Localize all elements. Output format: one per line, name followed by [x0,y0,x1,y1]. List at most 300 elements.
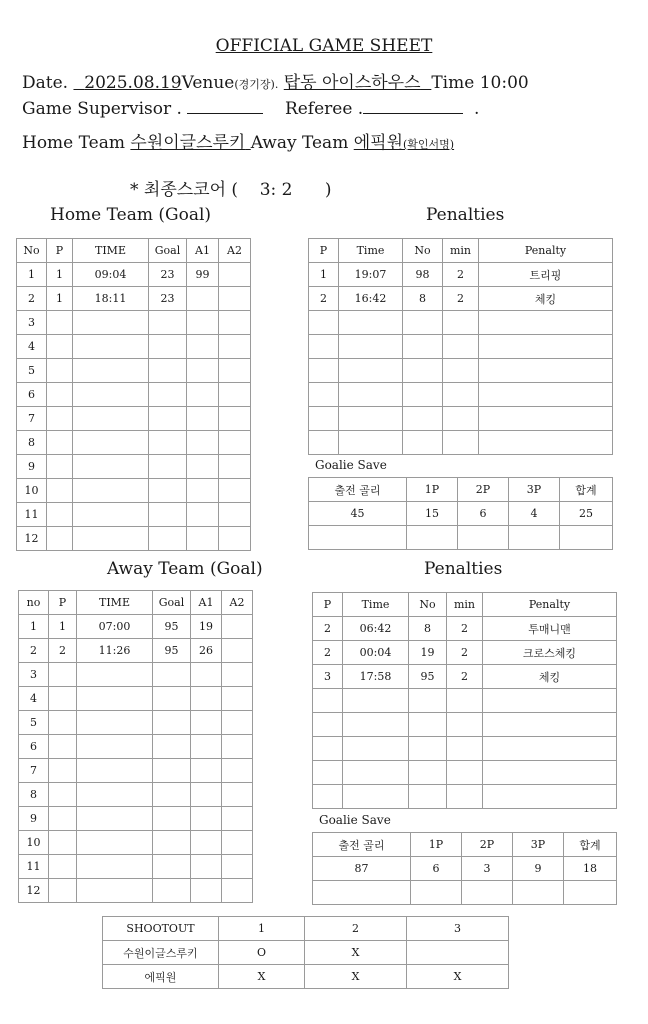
away-goalie-header-row [313,833,617,857]
away-goal-cell[interactable] [191,759,222,783]
home-goal-cell[interactable]: 6 [17,383,47,407]
away-goal-row [19,663,253,687]
home-goal-cell[interactable] [219,335,251,359]
home-goal-cell[interactable] [219,359,251,383]
home-goal-cell[interactable] [73,359,149,383]
home-penalty-cell[interactable] [339,431,403,455]
home-goal-cell[interactable] [73,311,149,335]
away-goal-cell[interactable] [191,783,222,807]
away-goalie-cell[interactable]: 6 [411,857,462,881]
home-penalty-cell[interactable] [403,335,443,359]
away-goal-cell[interactable] [49,855,77,879]
home-goal-cell[interactable]: 3 [17,311,47,335]
away-goal-cell[interactable]: 26 [191,639,222,663]
away-goal-cell[interactable] [77,783,153,807]
shootout-cell[interactable]: O [219,941,305,965]
away-penalty-cell[interactable] [447,713,483,737]
away-goal-cell[interactable]: 19 [191,615,222,639]
away-penalty-cell[interactable]: 95 [409,665,447,689]
away-goal-cell[interactable] [153,855,191,879]
home-goal-cell[interactable] [187,287,219,311]
home-goal-cell[interactable] [187,503,219,527]
away-penalty-cell[interactable]: 06:42 [343,617,409,641]
home-goal-cell[interactable] [149,479,187,503]
home-goal-cell[interactable] [149,383,187,407]
away-penalty-cell[interactable]: 2 [313,641,343,665]
home-penalty-cell[interactable] [403,311,443,335]
home-goal-cell[interactable] [149,335,187,359]
away-goal-cell[interactable]: 4 [19,687,49,711]
home-penalty-cell[interactable] [339,359,403,383]
home-penalty-cell[interactable]: 2 [309,287,339,311]
shootout-cell[interactable]: X [305,941,407,965]
home-goal-cell[interactable]: 7 [17,407,47,431]
away-goal-cell[interactable]: 3 [19,663,49,687]
away-goalie-cell[interactable] [462,881,513,905]
away-goal-cell[interactable]: 95 [153,615,191,639]
home-penalty-cell[interactable] [309,335,339,359]
away-penalty-cell[interactable]: 2 [447,641,483,665]
away-goal-cell[interactable]: 07:00 [77,615,153,639]
home-goal-cell[interactable] [187,455,219,479]
shootout-row [103,965,509,989]
away-goalie-cell[interactable]: 87 [313,857,411,881]
home-penalty-cell[interactable] [443,311,479,335]
away-goal-cell[interactable] [49,831,77,855]
away-penalty-row [313,761,617,785]
away-goalie-cell[interactable] [411,881,462,905]
away-goal-cell[interactable] [153,783,191,807]
home-goal-cell[interactable] [73,407,149,431]
home-penalty-cell[interactable] [309,311,339,335]
home-goal-cell[interactable] [73,455,149,479]
away-goalie-cell[interactable] [513,881,564,905]
away-goal-cell[interactable] [222,807,253,831]
away-goal-cell[interactable]: 1 [49,615,77,639]
away-goal-cell[interactable] [222,879,253,903]
away-penalty-cell[interactable] [343,737,409,761]
away-goal-cell[interactable] [222,711,253,735]
home-goalie-row [309,526,613,550]
away-goal-cell[interactable] [153,663,191,687]
away-penalty-cell[interactable] [343,713,409,737]
away-penalty-row [313,785,617,809]
away-goal-cell[interactable] [153,735,191,759]
home-goalie-cell[interactable]: 25 [560,502,613,526]
away-goal-row [19,711,253,735]
home-goalie-row [309,502,613,526]
away-goal-cell[interactable] [49,759,77,783]
away-goal-cell[interactable]: 5 [19,711,49,735]
away-goal-cell[interactable] [191,687,222,711]
away-penalty-cell[interactable]: 2 [447,617,483,641]
home-penalty-cell[interactable]: 2 [443,287,479,311]
home-goal-cell[interactable] [149,407,187,431]
home-goal-cell[interactable]: 18:11 [73,287,149,311]
home-goal-cell[interactable]: 9 [17,455,47,479]
away-goal-cell[interactable] [77,663,153,687]
away-goal-cell[interactable] [153,879,191,903]
home-penalty-cell[interactable] [479,383,613,407]
away-goal-row [19,783,253,807]
home-goal-cell[interactable]: 1 [47,287,73,311]
away-penalty-cell[interactable] [447,761,483,785]
away-goal-cell[interactable]: 11 [19,855,49,879]
shootout-cell[interactable]: X [407,965,509,989]
away-penalty-header-cell: No [409,593,447,617]
away-goal-cell[interactable] [222,663,253,687]
away-goal-cell[interactable] [153,759,191,783]
away-penalty-cell[interactable] [409,689,447,713]
away-goal-cell[interactable] [191,831,222,855]
home-goal-cell[interactable] [219,527,251,551]
home-goal-cell[interactable] [187,383,219,407]
away-penalty-cell[interactable] [313,761,343,785]
home-goal-cell[interactable] [219,407,251,431]
away-goal-cell[interactable]: 10 [19,831,49,855]
away-goal-cell[interactable] [222,615,253,639]
away-penalty-cell[interactable] [483,689,617,713]
away-penalty-cell[interactable] [409,761,447,785]
away-goal-header-cell: A1 [191,591,222,615]
away-goal-cell[interactable]: 7 [19,759,49,783]
home-goalie-cell[interactable]: 45 [309,502,407,526]
away-goal-cell[interactable] [153,711,191,735]
away-goal-cell[interactable] [77,711,153,735]
home-goal-cell[interactable]: 1 [47,263,73,287]
away-penalties-title: Penalties [424,559,503,579]
home-penalty-header-cell: No [403,239,443,263]
home-goal-cell[interactable] [47,407,73,431]
referee-field[interactable] [363,98,463,114]
home-goal-cell[interactable] [219,311,251,335]
away-goal-cell[interactable]: 8 [19,783,49,807]
home-goal-cell[interactable]: 09:04 [73,263,149,287]
away-penalty-cell[interactable] [343,689,409,713]
away-penalty-cell[interactable] [483,761,617,785]
away-goal-cell[interactable] [191,711,222,735]
home-goal-cell[interactable] [219,287,251,311]
away-penalty-cell[interactable]: 3 [313,665,343,689]
home-penalty-cell[interactable] [309,359,339,383]
away-penalty-cell[interactable] [313,713,343,737]
away-goal-cell[interactable]: 9 [19,807,49,831]
away-goalie-cell[interactable] [313,881,411,905]
home-penalty-cell[interactable] [403,383,443,407]
home-goal-cell[interactable]: 23 [149,287,187,311]
home-goal-header-row [17,239,251,263]
away-penalty-cell[interactable]: 17:58 [343,665,409,689]
away-goal-cell[interactable] [77,735,153,759]
away-goalie-cell[interactable]: 3 [462,857,513,881]
date-label: Date. [22,73,69,93]
away-goal-cell[interactable] [222,855,253,879]
home-penalties-table [308,238,613,455]
home-goal-cell[interactable] [47,311,73,335]
away-goal-row [19,807,253,831]
away-goal-cell[interactable] [49,807,77,831]
final-score-label: * 최종스코어 ( [130,180,239,200]
away-penalty-cell[interactable] [313,785,343,809]
home-goal-cell[interactable]: 5 [17,359,47,383]
home-goal-cell[interactable]: 11 [17,503,47,527]
home-goal-cell[interactable] [73,431,149,455]
home-penalty-cell[interactable] [339,407,403,431]
home-goals-table [16,238,251,551]
away-goal-cell[interactable] [49,879,77,903]
away-goal-cell[interactable] [222,783,253,807]
away-penalty-cell[interactable] [343,761,409,785]
home-goal-row [17,383,251,407]
away-goalie-cell[interactable] [564,881,617,905]
home-goal-cell[interactable] [47,527,73,551]
venue-label: Venue [181,73,235,93]
away-goal-cell[interactable] [191,855,222,879]
away-penalty-cell[interactable]: 00:04 [343,641,409,665]
away-goal-cell[interactable] [49,783,77,807]
away-penalty-row [313,737,617,761]
venue-suffix: (경기장). [234,78,279,91]
away-goal-cell[interactable] [222,831,253,855]
home-goal-cell[interactable] [47,503,73,527]
home-goal-cell[interactable]: 4 [17,335,47,359]
away-goalie-row [313,857,617,881]
home-goal-cell[interactable]: 23 [149,263,187,287]
away-goal-cell[interactable] [49,711,77,735]
home-goal-cell[interactable] [149,455,187,479]
away-goal-cell[interactable] [77,759,153,783]
home-goal-row [17,479,251,503]
home-goal-cell[interactable] [73,479,149,503]
home-goal-cell[interactable] [219,383,251,407]
away-goal-cell[interactable] [191,807,222,831]
home-penalty-cell[interactable] [443,383,479,407]
home-goal-cell[interactable] [187,479,219,503]
home-goal-cell[interactable] [187,407,219,431]
away-penalty-cell[interactable]: 19 [409,641,447,665]
home-penalty-cell[interactable]: 트리핑 [479,263,613,287]
home-goalie-cell[interactable]: 6 [458,502,509,526]
away-goal-row [19,639,253,663]
home-penalty-cell[interactable] [403,431,443,455]
shootout-cell[interactable]: X [219,965,305,989]
away-penalty-cell[interactable]: 투매니맨 [483,617,617,641]
away-goal-cell[interactable] [49,735,77,759]
sheet-title: OFFICIAL GAME SHEET [215,36,433,56]
away-goal-cell[interactable]: 6 [19,735,49,759]
away-goal-cell[interactable] [77,807,153,831]
home-penalty-cell[interactable] [339,383,403,407]
home-penalty-cell[interactable] [479,311,613,335]
home-goal-header-cell: A1 [187,239,219,263]
away-penalty-cell[interactable] [483,737,617,761]
away-goal-cell[interactable] [49,663,77,687]
shootout-cell[interactable]: X [305,965,407,989]
home-penalty-cell[interactable] [479,359,613,383]
home-goalie-cell[interactable]: 4 [509,502,560,526]
away-goal-cell[interactable] [77,687,153,711]
home-goal-cell[interactable] [187,335,219,359]
home-penalty-cell[interactable] [339,311,403,335]
home-goal-cell[interactable] [47,455,73,479]
away-goal-header-row [19,591,253,615]
away-goal-cell[interactable] [222,759,253,783]
home-goalie-save-label: Goalie Save [315,458,387,472]
home-goalie-cell[interactable]: 15 [407,502,458,526]
home-penalty-cell[interactable]: 1 [309,263,339,287]
home-penalty-cell[interactable]: 98 [403,263,443,287]
away-penalty-cell[interactable]: 2 [313,617,343,641]
away-penalty-cell[interactable]: 크로스체킹 [483,641,617,665]
home-goal-cell[interactable]: 99 [187,263,219,287]
home-team-label: Home Team [22,133,125,153]
home-penalty-cell[interactable]: 2 [443,263,479,287]
away-goalie-cell[interactable]: 18 [564,857,617,881]
away-penalty-cell[interactable] [313,737,343,761]
away-penalty-cell[interactable] [483,713,617,737]
home-goal-cell[interactable] [187,311,219,335]
away-penalty-cell[interactable] [343,785,409,809]
home-penalty-cell[interactable]: 16:42 [339,287,403,311]
home-penalty-cell[interactable]: 체킹 [479,287,613,311]
home-penalty-cell[interactable] [309,407,339,431]
away-penalty-cell[interactable]: 2 [447,665,483,689]
away-goal-cell[interactable] [153,687,191,711]
home-goal-cell[interactable] [73,383,149,407]
home-penalty-cell[interactable] [309,431,339,455]
away-goal-row [19,615,253,639]
away-goal-cell[interactable]: 1 [19,615,49,639]
away-goalie-header-cell: 3P [513,833,564,857]
away-goal-cell[interactable]: 95 [153,639,191,663]
home-goal-cell[interactable]: 8 [17,431,47,455]
away-penalty-cell[interactable]: 체킹 [483,665,617,689]
away-goal-cell[interactable] [153,807,191,831]
home-goalie-cell[interactable] [560,526,613,550]
home-penalty-cell[interactable] [443,431,479,455]
away-penalty-cell[interactable] [447,737,483,761]
away-goal-cell[interactable] [222,687,253,711]
home-goalie-cell[interactable] [458,526,509,550]
home-goal-header-cell: A2 [219,239,251,263]
away-goal-cell[interactable] [77,855,153,879]
away-penalty-cell[interactable] [409,785,447,809]
home-penalty-cell[interactable]: 19:07 [339,263,403,287]
home-goal-cell[interactable] [47,431,73,455]
home-goalie-cell[interactable] [407,526,458,550]
home-penalty-cell[interactable] [479,431,613,455]
home-goal-cell[interactable]: 10 [17,479,47,503]
home-goal-cell[interactable] [187,431,219,455]
home-goal-cell[interactable] [73,503,149,527]
home-goal-cell[interactable] [219,455,251,479]
home-penalty-row [309,407,613,431]
home-goal-cell[interactable]: 2 [17,287,47,311]
home-goal-cell[interactable] [219,479,251,503]
home-goal-cell[interactable] [47,359,73,383]
home-penalty-cell[interactable] [339,335,403,359]
trailing-dot: . [474,99,480,119]
away-penalty-cell[interactable] [313,689,343,713]
away-goal-cell[interactable] [222,735,253,759]
away-goal-cell[interactable] [222,639,253,663]
supervisor-field[interactable] [187,98,263,114]
shootout-cell[interactable]: 수원이글스루키 [103,941,219,965]
home-goal-cell[interactable] [73,335,149,359]
home-goal-cell[interactable]: 1 [17,263,47,287]
home-goal-cell[interactable] [219,431,251,455]
home-goalie-cell[interactable] [309,526,407,550]
home-goal-cell[interactable]: 12 [17,527,47,551]
home-goal-cell[interactable] [47,335,73,359]
away-penalty-cell[interactable]: 8 [409,617,447,641]
away-team-label: Away Team [250,133,349,153]
home-goal-cell[interactable] [149,527,187,551]
home-goal-cell[interactable] [219,503,251,527]
home-penalty-cell[interactable]: 8 [403,287,443,311]
home-goal-cell[interactable] [219,263,251,287]
away-penalty-row [313,617,617,641]
home-goal-cell[interactable] [149,431,187,455]
away-penalty-cell[interactable] [409,737,447,761]
home-penalty-cell[interactable] [479,335,613,359]
away-penalty-cell[interactable] [447,785,483,809]
home-penalty-row [309,287,613,311]
home-goal-cell[interactable] [149,503,187,527]
home-goalie-cell[interactable] [509,526,560,550]
away-penalty-cell[interactable] [447,689,483,713]
away-goal-cell[interactable] [49,687,77,711]
home-penalty-cell[interactable] [309,383,339,407]
shootout-cell[interactable] [407,941,509,965]
home-goal-cell[interactable] [73,527,149,551]
away-goal-cell[interactable] [191,879,222,903]
home-goal-cell[interactable] [187,527,219,551]
away-penalty-cell[interactable] [409,713,447,737]
shootout-row [103,941,509,965]
home-penalty-cell[interactable] [443,359,479,383]
away-goal-cell[interactable] [77,879,153,903]
home-goal-cell[interactable] [149,311,187,335]
away-goal-cell[interactable]: 12 [19,879,49,903]
home-penalty-cell[interactable] [403,359,443,383]
home-goal-cell[interactable] [47,479,73,503]
away-goalie-cell[interactable]: 9 [513,857,564,881]
home-goal-cell[interactable] [187,359,219,383]
home-goal-cell[interactable] [149,359,187,383]
home-goal-row [17,455,251,479]
shootout-header-row [103,917,509,941]
away-goal-cell[interactable] [77,831,153,855]
away-goal-cell[interactable]: 11:26 [77,639,153,663]
away-goal-cell[interactable]: 2 [19,639,49,663]
venue-value: 탑동 아이스하우스 [283,73,421,93]
home-goal-header-cell: No [17,239,47,263]
home-penalty-cell[interactable] [403,407,443,431]
away-goal-cell[interactable] [153,831,191,855]
away-goal-cell[interactable] [191,663,222,687]
away-goal-cell[interactable]: 2 [49,639,77,663]
shootout-cell[interactable]: 에픽원 [103,965,219,989]
away-penalty-cell[interactable] [483,785,617,809]
home-goal-cell[interactable] [47,383,73,407]
away-goal-cell[interactable] [191,735,222,759]
home-penalty-cell[interactable] [443,407,479,431]
teams-line [22,128,454,153]
home-penalty-cell[interactable] [443,335,479,359]
home-penalty-cell[interactable] [479,407,613,431]
officials-line [22,98,479,119]
